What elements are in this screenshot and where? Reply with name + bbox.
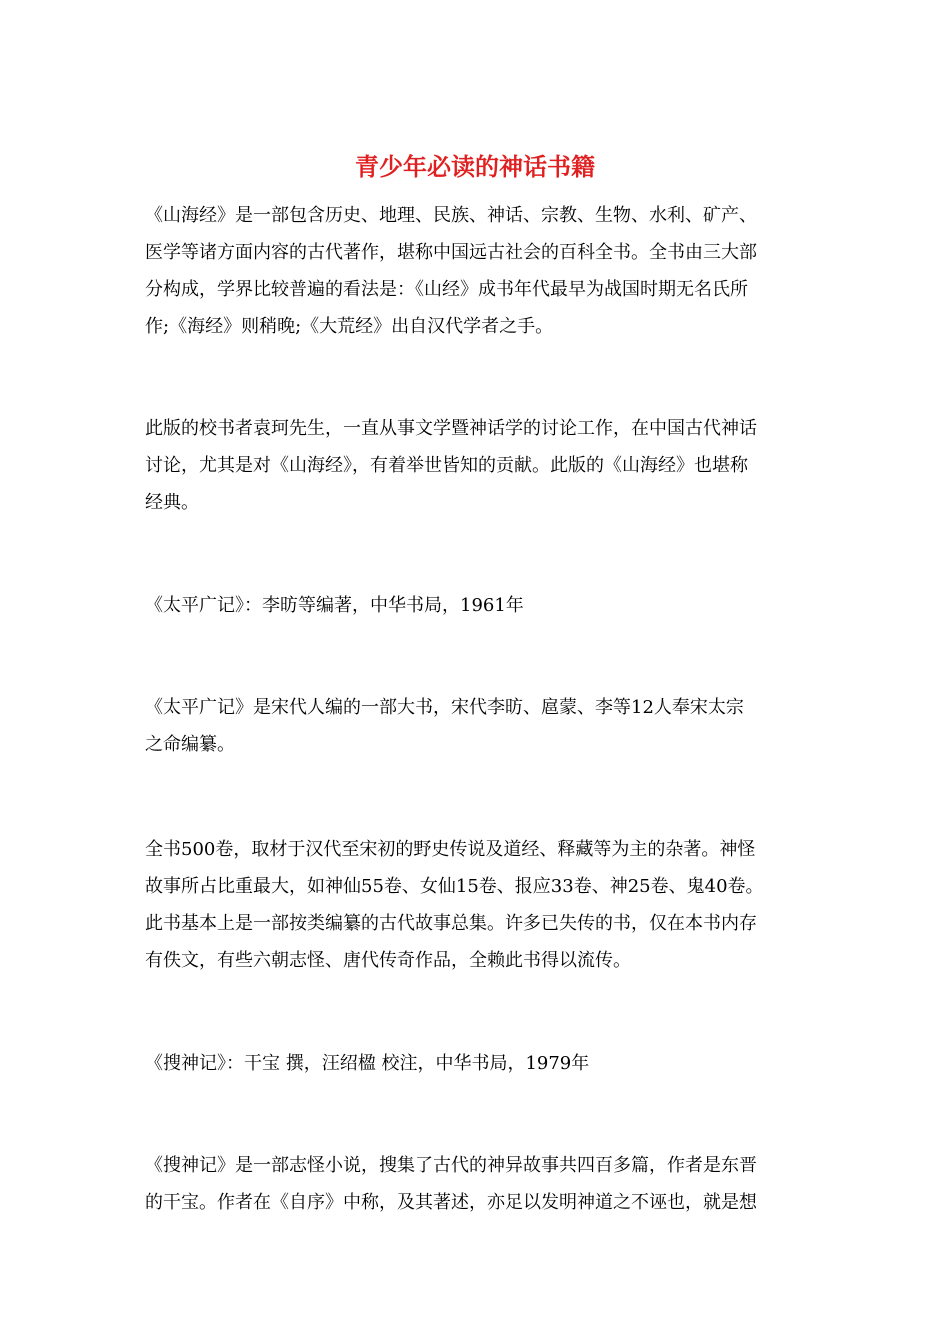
text-line: 此书基本上是一部按类编纂的古代故事总集。许多已失传的书，仅在本书内存: [145, 913, 757, 934]
paragraph-yuanke: [145, 410, 805, 521]
text-line: 之命编纂。: [145, 734, 235, 755]
text-line: 有佚文，有些六朝志怪、唐代传奇作品，全赖此书得以流传。: [145, 950, 631, 971]
text-line: 经典。: [145, 492, 199, 513]
text-line: 故事所占比重最大，如神仙55卷、女仙15卷、报应33卷、神25卷、鬼40卷。: [145, 876, 764, 897]
paragraph-shanhaijing-intro: [145, 197, 805, 345]
text-line: 《搜神记》：干宝 撰，汪绍楹 校注，中华书局，1979年: [145, 1053, 590, 1074]
text-line: 此版的校书者袁珂先生，一直从事文学暨神话学的讨论工作，在中国古代神话: [145, 418, 757, 439]
text-line: 《太平广记》：李昉等编著，中华书局，1961年: [145, 595, 524, 616]
text-line: 的干宝。作者在《自序》中称，及其著述，亦足以发明神道之不诬也，就是想: [145, 1192, 757, 1213]
paragraph-taipingguangji-intro: [145, 689, 805, 763]
text-line: 作;《海经》则稍晚;《大荒经》出自汉代学者之手。: [145, 316, 554, 337]
paragraph-soushenji-intro: [145, 1147, 805, 1221]
document-title: 青少年必读的神话书籍: [355, 152, 595, 181]
text-line: 讨论，尤其是对《山海经》，有着举世皆知的贡献。此版的《山海经》也堪称: [145, 455, 748, 476]
text-line: 《太平广记》是宋代人编的一部大书，宋代李昉、扈蒙、李等12人奉宋太宗: [145, 697, 744, 718]
text-line: 《山海经》是一部包含历史、地理、民族、神话、宗教、生物、水利、矿产、: [145, 205, 757, 226]
text-line: 全书500卷，取材于汉代至宋初的野史传说及道经、释藏等为主的杂著。神怪: [145, 839, 756, 860]
paragraph-taipingguangji-citation: [145, 587, 805, 624]
text-line: 医学等诸方面内容的古代著作，堪称中国远古社会的百科全书。全书由三大部: [145, 242, 757, 263]
text-line: 分构成，学界比较普遍的看法是：《山经》成书年代最早为战国时期无名氏所: [145, 279, 748, 300]
text-line: 《搜神记》是一部志怪小说，搜集了古代的神异故事共四百多篇，作者是东晋: [145, 1155, 757, 1176]
paragraph-taipingguangji-content: [145, 831, 805, 979]
paragraph-soushenji-citation: [145, 1045, 805, 1082]
